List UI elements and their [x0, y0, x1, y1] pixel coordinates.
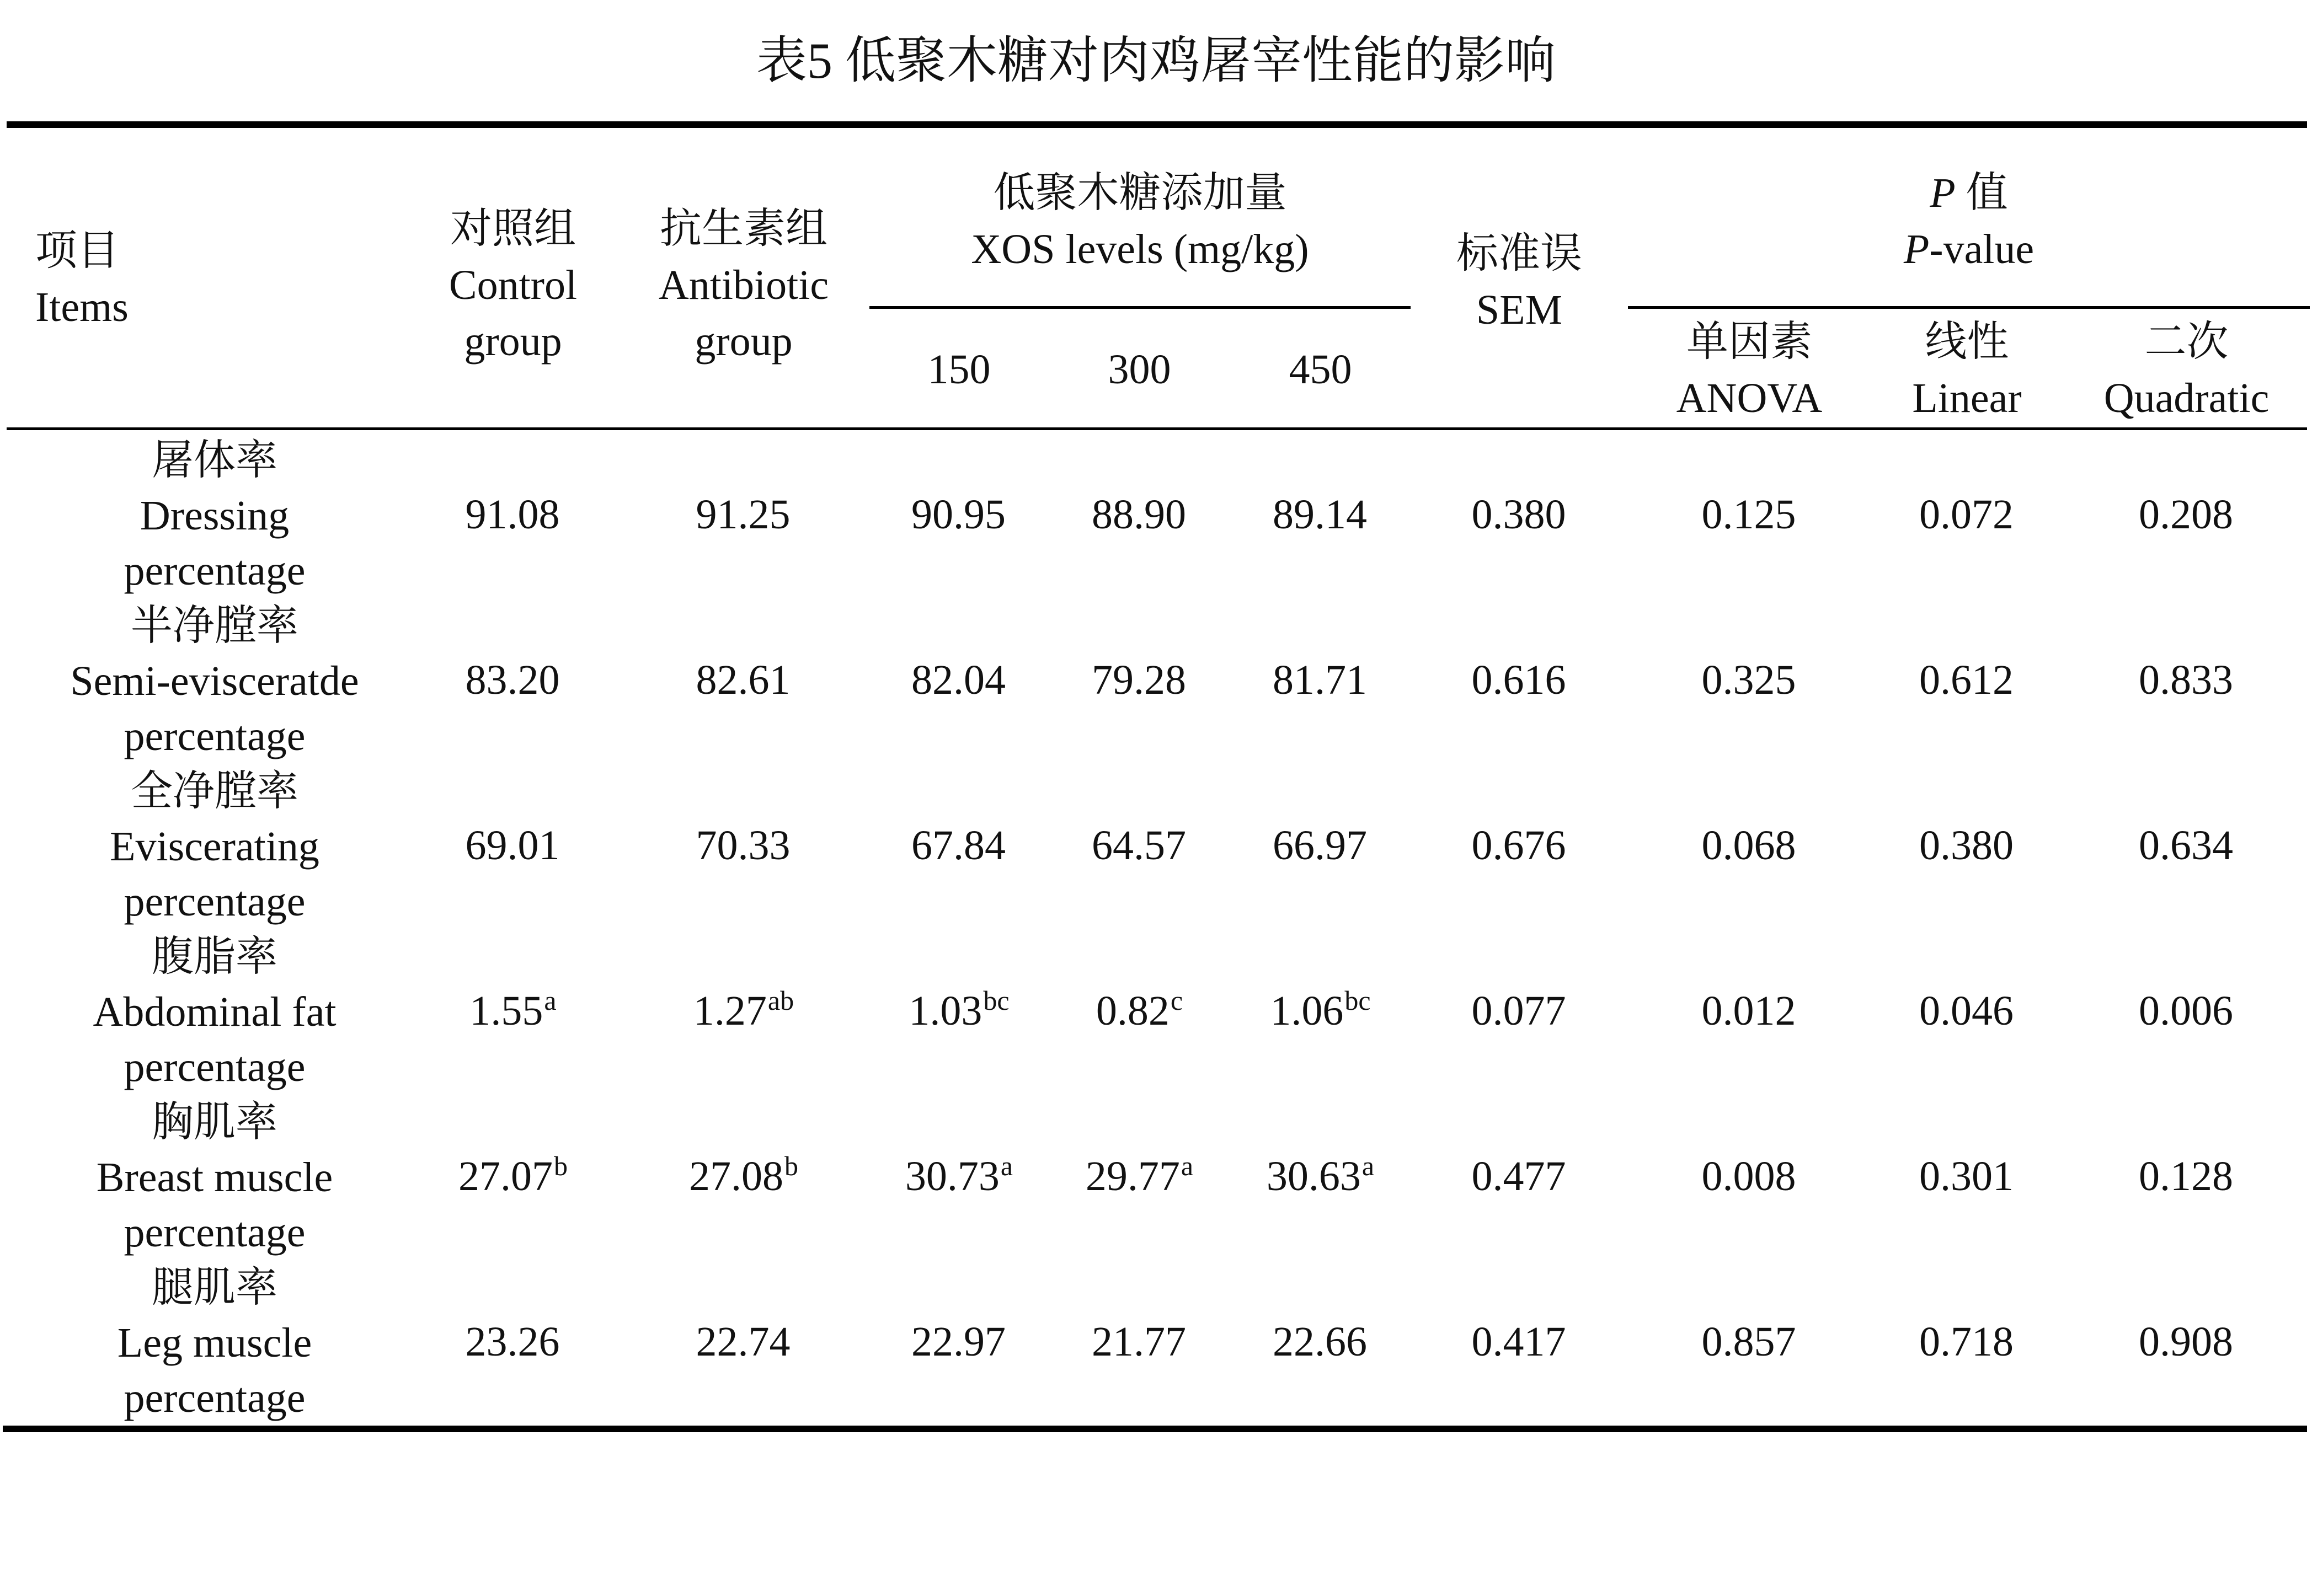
- value-xos-300: 29.77$^a$: [1085, 1150, 1194, 1199]
- value-sem: 0.380: [1471, 491, 1566, 538]
- row-label-en2: percentage: [124, 1209, 306, 1256]
- value-xos-450: 81.71: [1273, 657, 1367, 703]
- header-quadratic-cn: 二次: [2144, 319, 2229, 365]
- row-label-cn: 屠体率: [152, 437, 277, 484]
- value-sem: 0.077: [1471, 988, 1566, 1034]
- row-label-cn: 腿肌率: [152, 1265, 277, 1311]
- header-items-en: Items: [35, 284, 129, 330]
- value-anova: 0.125: [1701, 491, 1796, 538]
- row-label-cn: 胸肌率: [152, 1099, 277, 1145]
- header-xos-level-450: 450: [1289, 346, 1352, 393]
- value-xos-150: 1.03$^{bc}$: [909, 984, 1010, 1034]
- header-xos-level-300: 300: [1108, 346, 1171, 393]
- value-linear: 0.046: [1919, 988, 2014, 1034]
- value-anova: 0.857: [1701, 1319, 1796, 1365]
- row-label-en1: Breast muscle: [96, 1154, 333, 1201]
- value-anova: 0.325: [1701, 657, 1796, 703]
- value-control: 23.26: [465, 1319, 560, 1365]
- row-label-en2: percentage: [124, 713, 306, 759]
- header-quadratic-en: Quadratic: [2103, 375, 2270, 421]
- row-label-en1: Leg muscle: [117, 1320, 312, 1366]
- value-xos-450: 89.14: [1273, 491, 1367, 538]
- value-antibiotic: 82.61: [696, 657, 791, 703]
- value-xos-300: 79.28: [1092, 657, 1186, 703]
- value-anova: 0.068: [1701, 822, 1796, 869]
- value-linear: 0.718: [1919, 1319, 2014, 1365]
- value-linear: 0.380: [1919, 822, 2014, 869]
- row-label-en2: percentage: [124, 879, 306, 925]
- header-bottom-rule: [7, 427, 2307, 430]
- value-xos-150: 22.97: [911, 1319, 1006, 1365]
- value-quadratic: 0.833: [2139, 657, 2233, 703]
- header-anova-en: ANOVA: [1676, 375, 1823, 421]
- header-sem-cn: 标准误: [1456, 231, 1582, 277]
- row-label-en2: percentage: [124, 1044, 306, 1090]
- value-control: 69.01: [465, 822, 560, 869]
- header-control-cn: 对照组: [450, 206, 576, 252]
- value-xos-300: 21.77: [1092, 1319, 1186, 1365]
- value-antibiotic: 1.27$^{ab}$: [693, 984, 794, 1034]
- value-antibiotic: 91.25: [696, 491, 791, 538]
- value-control: 27.07$^b$: [458, 1150, 568, 1199]
- value-xos-150: 82.04: [911, 657, 1006, 703]
- header-anova-cn: 单因素: [1686, 319, 1812, 365]
- value-antibiotic: 70.33: [696, 822, 791, 869]
- header-control-en2: group: [464, 318, 562, 365]
- value-anova: 0.008: [1701, 1153, 1796, 1199]
- value-quadratic: 0.908: [2139, 1319, 2233, 1365]
- value-control: 83.20: [465, 657, 560, 703]
- value-xos-450: 1.06$^{bc}$: [1270, 984, 1371, 1034]
- header-pvalue-en-symbol: P: [1903, 226, 1930, 272]
- row-label-en1: Dressing: [140, 492, 290, 539]
- header-items-cn: 项目: [35, 228, 119, 274]
- header-antibiotic-cn: 抗生素组: [660, 206, 827, 252]
- header-linear-cn: 线性: [1925, 319, 2009, 365]
- value-linear: 0.301: [1919, 1153, 2014, 1199]
- row-label-cn: 全净膛率: [131, 768, 298, 815]
- value-xos-150: 30.73$^a$: [905, 1150, 1013, 1199]
- header-control-en1: Control: [448, 262, 578, 308]
- value-sem: 0.477: [1471, 1153, 1566, 1199]
- value-xos-300: 0.82$^c$: [1096, 984, 1183, 1034]
- value-linear: 0.612: [1919, 657, 2014, 703]
- header-xos-level-150: 150: [927, 346, 991, 393]
- row-label-cn: 半净膛率: [131, 603, 298, 649]
- bottom-rule: [3, 1426, 2307, 1432]
- value-quadratic: 0.208: [2139, 491, 2233, 538]
- value-xos-450: 22.66: [1273, 1319, 1367, 1365]
- xos-group-rule: [869, 306, 1411, 309]
- value-control: 1.55$^a$: [469, 984, 557, 1034]
- value-xos-300: 88.90: [1092, 491, 1186, 538]
- value-sem: 0.676: [1471, 822, 1566, 869]
- value-xos-150: 90.95: [911, 491, 1006, 538]
- header-pvalue-cn-symbol: P: [1930, 170, 1956, 216]
- row-label-en1: Abdominal fat: [93, 989, 337, 1035]
- value-xos-450: 66.97: [1273, 822, 1367, 869]
- value-linear: 0.072: [1919, 491, 2014, 538]
- value-xos-450: 30.63$^a$: [1266, 1150, 1375, 1199]
- header-xos-cn: 低聚木糖添加量: [993, 170, 1287, 216]
- header-pvalue-en-text: -value: [1929, 226, 2035, 272]
- value-antibiotic: 27.08$^b$: [689, 1150, 798, 1199]
- header-pvalue-en: [1628, 222, 2310, 277]
- header-xos-en: XOS levels (mg/kg): [971, 226, 1309, 272]
- value-quadratic: 0.634: [2139, 822, 2233, 869]
- row-label-en2: percentage: [124, 548, 306, 594]
- header-antibiotic-en1: Antibiotic: [658, 262, 829, 308]
- header-pvalue-cn-text: 值: [1966, 170, 2008, 216]
- value-sem: 0.417: [1471, 1319, 1566, 1365]
- value-control: 91.08: [465, 491, 560, 538]
- pvalue-group-rule: [1628, 306, 2310, 309]
- value-antibiotic: 22.74: [696, 1319, 791, 1365]
- row-label-en1: Eviscerating: [110, 823, 319, 870]
- value-anova: 0.012: [1701, 988, 1796, 1034]
- value-sem: 0.616: [1471, 657, 1566, 703]
- header-antibiotic-en2: group: [695, 318, 793, 365]
- table-caption: 表5 低聚木糖对肉鸡屠宰性能的影响: [756, 33, 1556, 89]
- row-label-en2: percentage: [124, 1375, 306, 1421]
- header-pvalue-cn: [1628, 165, 2310, 221]
- row-label-cn: 腹脂率: [152, 934, 277, 980]
- header-linear-en: Linear: [1912, 375, 2022, 421]
- row-label-en1: Semi-evisceratde: [70, 658, 359, 704]
- header-sem-en: SEM: [1476, 287, 1563, 333]
- top-rule: [7, 121, 2307, 128]
- value-quadratic: 0.006: [2139, 988, 2233, 1034]
- value-xos-150: 67.84: [911, 822, 1006, 869]
- value-xos-300: 64.57: [1092, 822, 1186, 869]
- value-quadratic: 0.128: [2139, 1153, 2233, 1199]
